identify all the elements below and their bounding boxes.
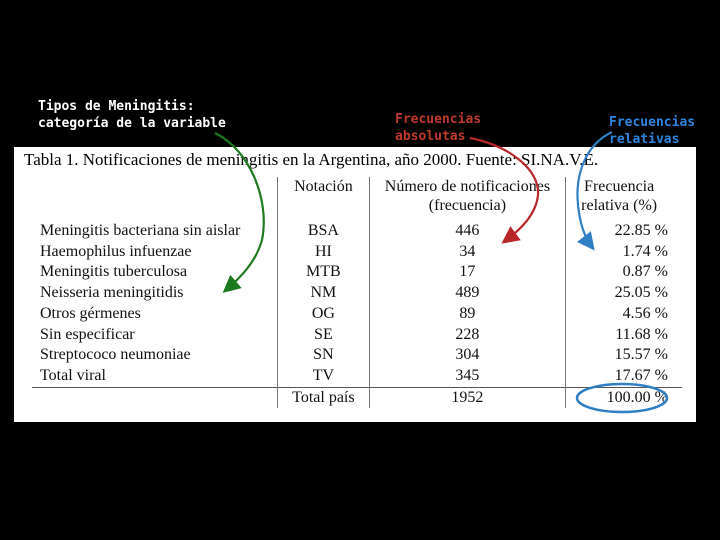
table-row (32, 325, 682, 346)
cell-count: 446 (369, 221, 566, 242)
table-header-row (32, 177, 682, 221)
table-total-row (32, 387, 682, 408)
cell-name: Otros gérmenes (40, 304, 141, 322)
annotation-absolute-frequencies: Frecuencias absolutas (395, 112, 482, 144)
cell-notation: MTB (278, 262, 369, 283)
table-row (32, 345, 682, 366)
table-row (32, 221, 682, 242)
cell-notation: BSA (278, 221, 369, 242)
cell-relative: 0.87 % (566, 262, 682, 283)
cell-count: 34 (369, 242, 566, 263)
annotation-variable-types: Tipos de Meningitis: categoría de la variable (38, 99, 226, 131)
cell-notation: NM (278, 283, 369, 304)
table-row (32, 262, 682, 283)
cell-relative: 4.56 % (566, 304, 682, 325)
total-name (32, 387, 278, 408)
table-caption: Tabla 1. Notificaciones de meningitis en la Argentina, año 2000. Fuente: SI.NA.V.E. (24, 150, 599, 169)
cell-relative: 22.85 % (566, 221, 682, 242)
cell-notation: TV (278, 366, 369, 387)
table-row (32, 366, 682, 387)
table-body (32, 221, 682, 408)
table-row (32, 283, 682, 304)
header-count: Número de notificaciones (frecuencia) (369, 177, 566, 221)
cell-count: 228 (369, 325, 566, 346)
cell-notation: HI (278, 242, 369, 263)
cell-relative: 17.67 % (566, 366, 682, 387)
cell-name: Neisseria meningitidis (40, 284, 184, 302)
cell-notation: OG (278, 304, 369, 325)
cell-name: Haemophilus infuenzae (40, 242, 192, 260)
cell-notation: SE (278, 325, 369, 346)
header-notation: Notación (278, 177, 369, 221)
header-relative: Frecuencia relativa (%) (566, 177, 682, 221)
total-count: 1952 (369, 387, 566, 408)
table-row (32, 304, 682, 325)
cell-name: Sin especificar (40, 325, 135, 343)
cell-name: Streptococo neumoniae (40, 346, 191, 364)
cell-name: Total viral (40, 366, 106, 384)
header-name (32, 177, 278, 221)
meningitis-table (32, 177, 682, 408)
total-relative: 100.00 % (566, 387, 682, 408)
total-notation: Total país (278, 387, 369, 408)
cell-relative: 11.68 % (566, 325, 682, 346)
cell-name: Meningitis bacteriana sin aislar (40, 222, 241, 239)
cell-count: 89 (369, 304, 566, 325)
cell-count: 489 (369, 283, 566, 304)
cell-name: Meningitis tuberculosa (40, 263, 188, 281)
cell-relative: 25.05 % (566, 283, 682, 304)
cell-count: 345 (369, 366, 566, 387)
cell-relative: 15.57 % (566, 345, 682, 366)
cell-count: 304 (369, 345, 566, 366)
cell-notation: SN (278, 345, 369, 366)
cell-relative: 1.74 % (566, 242, 682, 263)
cell-count: 17 (369, 262, 566, 283)
table-row (32, 242, 682, 263)
annotation-relative-frequencies: Frecuencias relativas (609, 115, 696, 147)
table-card (14, 147, 696, 422)
